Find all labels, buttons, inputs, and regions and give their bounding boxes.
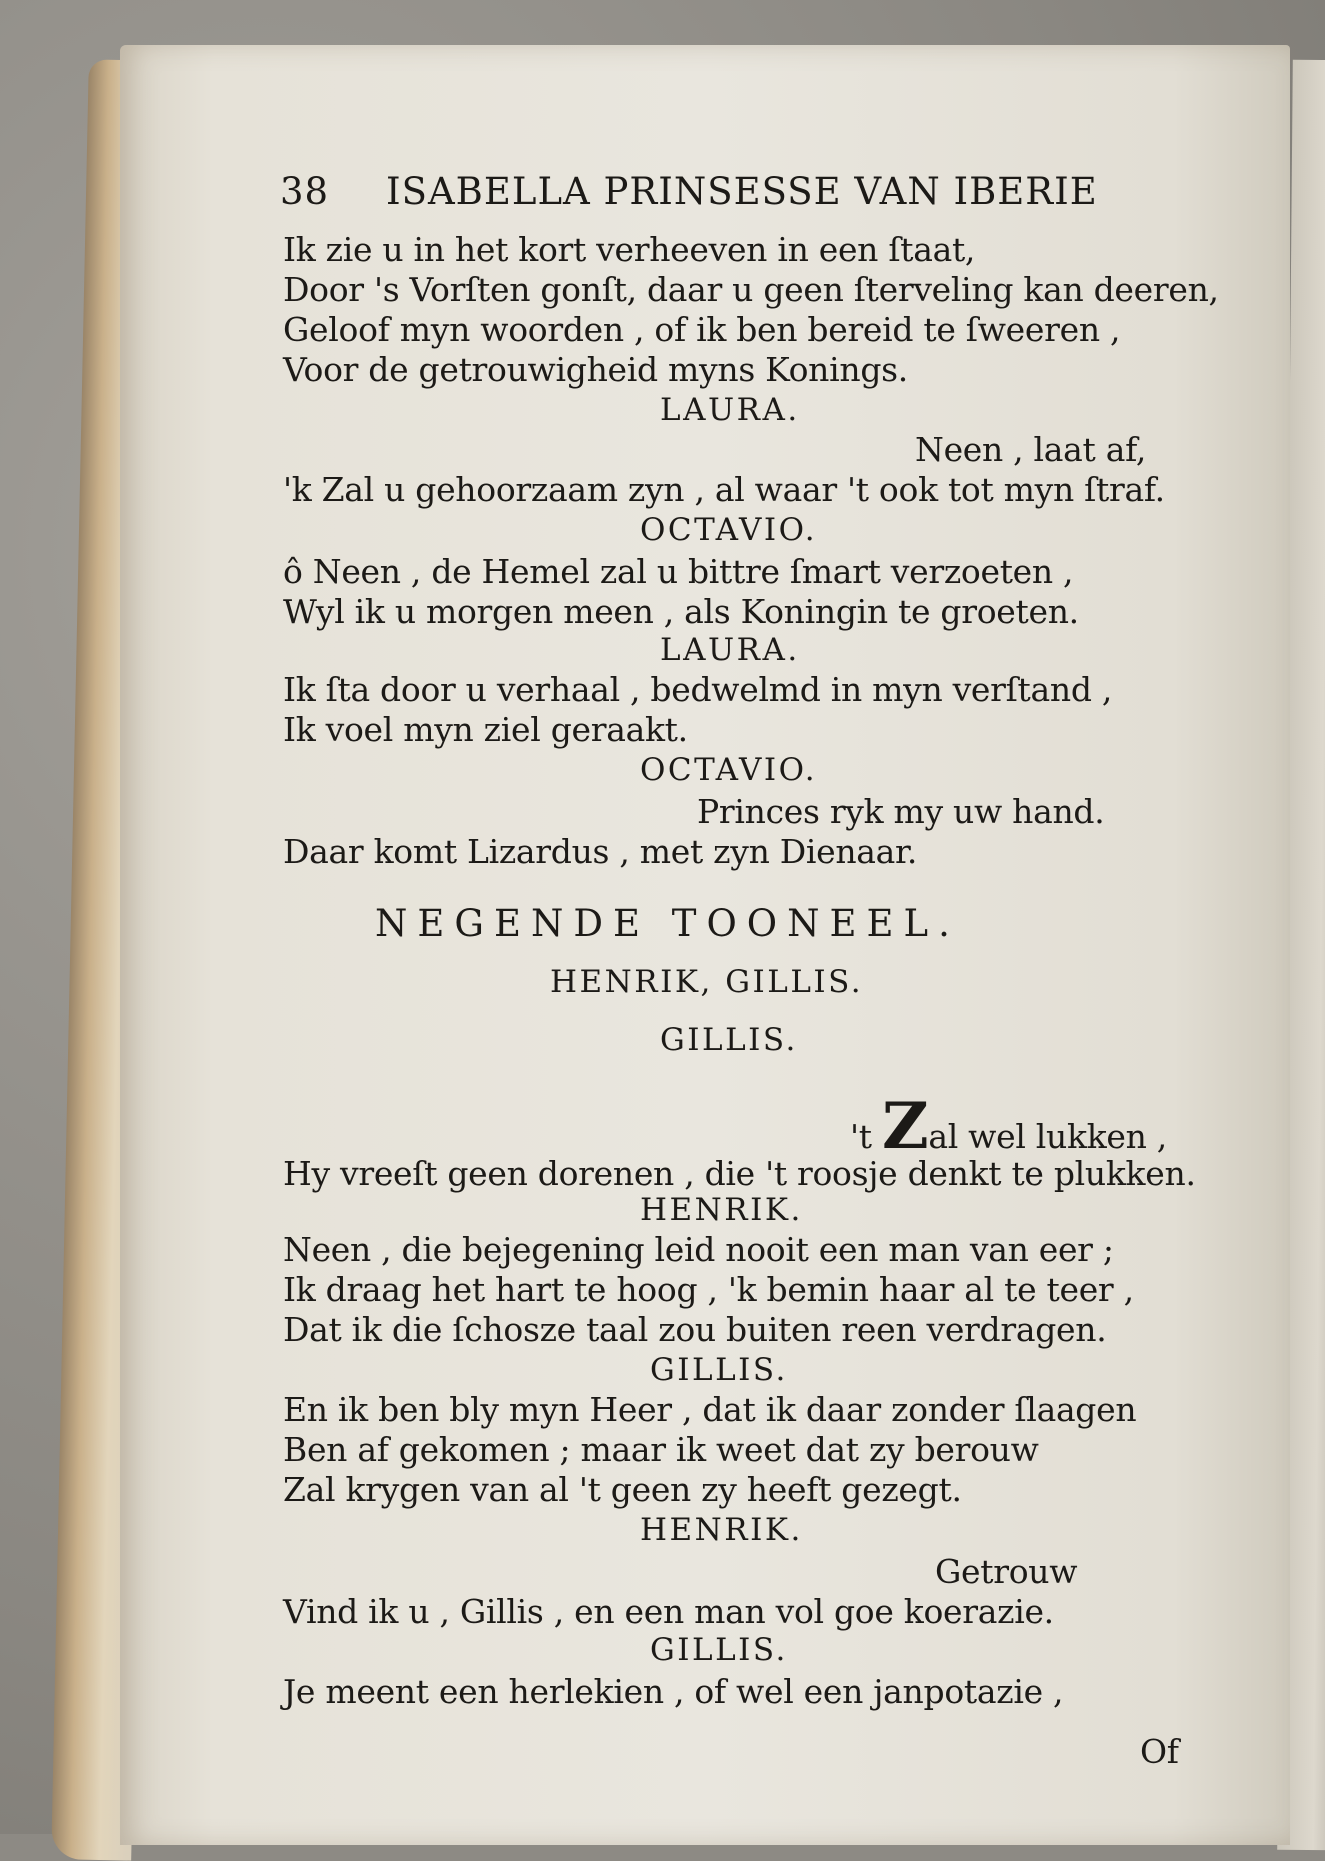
- speaker-label: OCTAVIO.: [640, 752, 818, 788]
- book-page: [120, 45, 1290, 1845]
- text-line: Door 's Vorſten gonſt, daar u geen ſterveling kan deeren,: [283, 270, 1219, 309]
- text-line: Daar komt Lizardus , met zyn Dienaar.: [283, 832, 918, 871]
- text-line: Voor de getrouwigheid myns Konings.: [283, 350, 908, 389]
- drop-cap: Z: [881, 1089, 929, 1164]
- text-line: Getrouw: [935, 1552, 1078, 1591]
- text-fragment: 't: [850, 1117, 882, 1156]
- text-line: Neen , die bejegening leid nooit een man van eer ;: [283, 1230, 1114, 1269]
- cast-list: HENRIK, GILLIS.: [550, 964, 864, 1000]
- scene-heading: NEGENDE TOONEEL.: [375, 902, 960, 945]
- text-line: Ik voel myn ziel geraakt.: [283, 710, 688, 749]
- text-line: Wyl ik u morgen meen , als Koningin te groeten.: [283, 592, 1079, 631]
- speaker-label: HENRIK.: [640, 1192, 803, 1228]
- text-line: Hy vreeſt geen dorenen , die 't roosje denkt te plukken.: [283, 1154, 1196, 1193]
- text-line: Ben af gekomen ; maar ik weet dat zy berouw: [283, 1430, 1039, 1469]
- speaker-label: GILLIS.: [650, 1352, 788, 1388]
- text-fragment: al wel lukken ,: [928, 1117, 1167, 1156]
- text-line: Je meent een herlekien , of wel een janpotazie ,: [283, 1672, 1064, 1711]
- text-line: Neen , laat af,: [915, 430, 1147, 469]
- page-number: 38: [280, 170, 330, 213]
- text-line: Ik zie u in het kort verheeven in een ſtaat,: [283, 230, 976, 269]
- text-line: En ik ben bly myn Heer , dat ik daar zonder ſlaagen: [283, 1390, 1137, 1429]
- text-line: Ik ſta door u verhaal , bedwelmd in myn verſtand ,: [283, 670, 1113, 709]
- speaker-label: OCTAVIO.: [640, 512, 818, 548]
- speaker-label: HENRIK.: [640, 1512, 803, 1548]
- text-line: Princes ryk my uw hand.: [697, 792, 1105, 831]
- text-line: 'k Zal u gehoorzaam zyn , al waar 't ook tot myn ſtraf.: [283, 470, 1165, 509]
- running-title: ISABELLA PRINSESSE VAN IBERIE: [386, 170, 1098, 213]
- speaker-label: GILLIS.: [660, 1022, 798, 1058]
- text-line: Dat ik die ſchosze taal zou buiten reen verdragen.: [283, 1310, 1107, 1349]
- text-line: Geloof myn woorden , of ik ben bereid te ſweeren ,: [283, 310, 1121, 349]
- speaker-label: GILLIS.: [650, 1632, 788, 1668]
- text-line-with-dropcap: [850, 1089, 1167, 1164]
- text-line: Zal krygen van al 't geen zy heeft gezegt.: [283, 1470, 962, 1509]
- speaker-label: LAURA.: [660, 632, 800, 668]
- text-line: ô Neen , de Hemel zal u bittre ſmart verzoeten ,: [283, 552, 1074, 591]
- speaker-label: LAURA.: [660, 392, 800, 428]
- catchword: Of: [1140, 1732, 1179, 1771]
- text-line: Ik draag het hart te hoog , 'k bemin haar al te teer ,: [283, 1270, 1134, 1309]
- text-line: Vind ik u , Gillis , en een man vol goe koerazie.: [283, 1592, 1054, 1631]
